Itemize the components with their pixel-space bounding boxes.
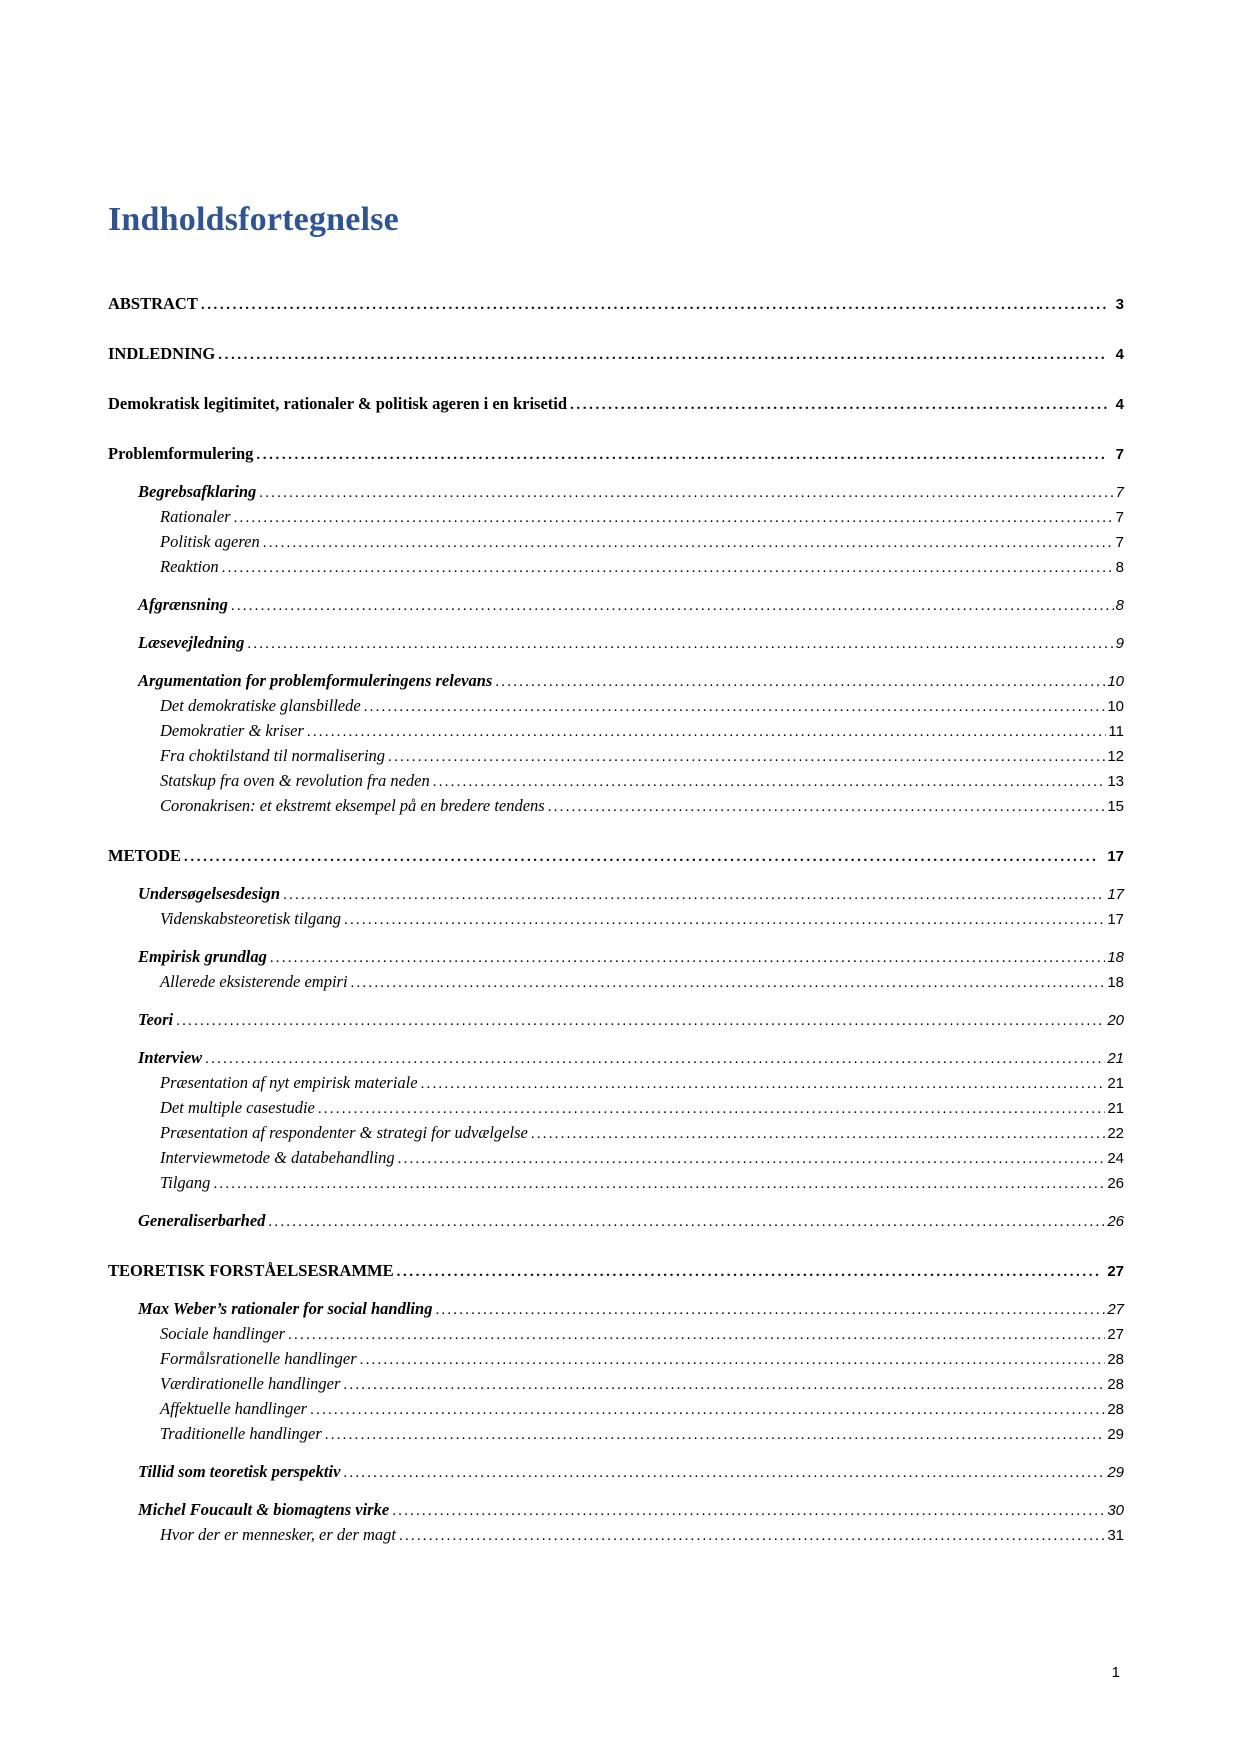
toc-entry-page: 13	[1107, 773, 1124, 790]
toc-entry-label: ABSTRACT	[108, 294, 198, 313]
toc-entry-page: 21	[1107, 1050, 1124, 1067]
toc-entry-page: 7	[1115, 509, 1124, 526]
toc-entry-label: Tilgang	[160, 1173, 211, 1192]
toc-entry-page: 21	[1107, 1075, 1124, 1092]
toc-entry[interactable]	[108, 1121, 1124, 1146]
toc-entry[interactable]	[108, 882, 1124, 907]
toc-entry-label: Teori	[138, 1010, 174, 1029]
toc-leader-dots	[234, 505, 1114, 530]
toc-entry-page: 9	[1115, 635, 1124, 652]
toc-leader-dots	[495, 669, 1105, 694]
toc-entry-page: 30	[1107, 1502, 1124, 1519]
page-content	[108, 200, 1124, 1548]
toc-entry-page: 11	[1108, 723, 1124, 740]
toc-entry[interactable]	[108, 1259, 1124, 1284]
toc-entry-label: Formålsrationelle handlinger	[160, 1349, 357, 1368]
toc-entry-page: 27	[1107, 1301, 1124, 1318]
toc-entry-page: 4	[1115, 396, 1124, 413]
toc-entry-label: Begrebsafklaring	[138, 482, 257, 501]
toc-entry[interactable]	[108, 744, 1124, 769]
toc-entry[interactable]	[108, 1322, 1124, 1347]
toc-entry-page: 27	[1107, 1263, 1124, 1280]
toc-entry-label: Max Weber’s rationaler for social handling	[138, 1299, 433, 1318]
toc-entry-page: 8	[1115, 597, 1124, 614]
toc-leader-dots	[421, 1071, 1106, 1096]
toc-entry-page: 18	[1107, 974, 1124, 991]
toc-entry-label: Reaktion	[160, 557, 219, 576]
toc-entry[interactable]	[108, 970, 1124, 995]
toc-leader-dots	[531, 1121, 1105, 1146]
toc-entry-page: 10	[1107, 673, 1124, 690]
toc-leader-dots	[270, 945, 1105, 970]
toc-entry[interactable]	[108, 1397, 1124, 1422]
toc-entry-page: 7	[1115, 484, 1124, 501]
toc-leader-dots	[343, 1372, 1105, 1397]
toc-entry[interactable]	[108, 1046, 1124, 1071]
toc-entry-page: 12	[1107, 748, 1124, 765]
toc-entry-label: Præsentation af respondenter & strategi for udvælgelse	[160, 1123, 528, 1142]
toc-entry[interactable]	[108, 1096, 1124, 1121]
toc-entry[interactable]	[108, 694, 1124, 719]
toc-entry-page: 31	[1107, 1527, 1124, 1544]
toc-entry-label: Statskup fra oven & revolution fra neden	[160, 771, 430, 790]
toc-entry[interactable]	[108, 1071, 1124, 1096]
toc-entry[interactable]	[108, 480, 1124, 505]
toc-leader-dots	[256, 442, 1107, 467]
toc-entry-page: 7	[1115, 446, 1124, 463]
toc-entry-label: Afgrænsning	[138, 595, 228, 614]
toc-entry[interactable]	[108, 1297, 1124, 1322]
toc-entry-label: Tillid som teoretisk perspektiv	[138, 1462, 341, 1481]
toc-leader-dots	[205, 1046, 1105, 1071]
toc-entry[interactable]	[108, 907, 1124, 932]
toc-entry[interactable]	[108, 631, 1124, 656]
toc-entry[interactable]	[108, 719, 1124, 744]
toc-leader-dots	[397, 1259, 1100, 1284]
toc-entry-label: Interview	[138, 1048, 203, 1067]
toc-entry-label: Hvor der er mennesker, er der magt	[160, 1525, 396, 1544]
footer-page-number: 1	[1111, 1664, 1120, 1681]
toc-entry[interactable]	[108, 1498, 1124, 1523]
toc-entry[interactable]	[108, 669, 1124, 694]
toc-entry-label: Videnskabsteoretisk tilgang	[160, 909, 342, 928]
toc-leader-dots	[351, 970, 1106, 995]
toc-entry[interactable]	[108, 844, 1124, 869]
toc-leader-dots	[263, 530, 1114, 555]
toc-entry[interactable]	[108, 1008, 1124, 1033]
toc-entry[interactable]	[108, 505, 1124, 530]
toc-leader-dots	[392, 1498, 1105, 1523]
toc-leader-dots	[343, 1460, 1105, 1485]
toc-entry-page: 17	[1107, 886, 1124, 903]
toc-entry-page: 18	[1107, 949, 1124, 966]
toc-entry-label: Det demokratiske glansbillede	[160, 696, 361, 715]
toc-leader-dots	[222, 555, 1114, 580]
toc-leader-dots	[364, 694, 1106, 719]
toc-entry-label: Empirisk grundlag	[138, 947, 267, 966]
toc-entry-page: 28	[1107, 1376, 1124, 1393]
toc-entry[interactable]	[108, 530, 1124, 555]
toc-entry[interactable]	[108, 945, 1124, 970]
toc-entry-label: Sociale handlinger	[160, 1324, 286, 1343]
toc-entry-page: 21	[1107, 1100, 1124, 1117]
toc-entry-page: 17	[1107, 911, 1124, 928]
toc-entry[interactable]	[108, 1171, 1124, 1196]
toc-leader-dots	[307, 719, 1107, 744]
toc-entry-label: Læsevejledning	[138, 633, 245, 652]
toc-entry-page: 8	[1115, 559, 1124, 576]
toc-leader-dots	[344, 907, 1105, 932]
toc-entry-label: Michel Foucault & biomagtens virke	[138, 1500, 390, 1519]
toc-entry[interactable]	[108, 794, 1124, 819]
toc-entry[interactable]	[108, 1422, 1124, 1447]
toc-entry-label: Interviewmetode & databehandling	[160, 1148, 395, 1167]
toc-leader-dots	[548, 794, 1106, 819]
toc-entry-page: 26	[1107, 1213, 1124, 1230]
toc-leader-dots	[433, 769, 1106, 794]
toc-leader-dots	[570, 392, 1108, 417]
toc-entry[interactable]	[108, 1146, 1124, 1171]
toc-leader-dots	[218, 342, 1107, 367]
toc-entry-label: Affektuelle handlinger	[160, 1399, 308, 1418]
toc-entry-label: Præsentation af nyt empirisk materiale	[160, 1073, 418, 1092]
toc-entry-page: 10	[1107, 698, 1124, 715]
toc-entry-page: 28	[1107, 1351, 1124, 1368]
toc-leader-dots	[399, 1523, 1105, 1548]
toc-entry-label: Rationaler	[160, 507, 231, 526]
toc-entry-page: 29	[1107, 1464, 1124, 1481]
toc-entry-label: Demokratisk legitimitet, rationaler & politisk ageren i en krisetid	[108, 394, 568, 413]
toc-entry-label: Generaliserbarhed	[138, 1211, 266, 1230]
toc-entry-label: Politisk ageren	[160, 532, 260, 551]
toc-leader-dots	[176, 1008, 1105, 1033]
toc-entry-page: 3	[1115, 296, 1124, 313]
toc-leader-dots	[231, 593, 1114, 618]
toc-entry-page: 4	[1115, 346, 1124, 363]
toc-entry-label: METODE	[108, 846, 182, 865]
toc-entry-label: Fra choktilstand til normalisering	[160, 746, 386, 765]
toc-entry-page: 20	[1107, 1012, 1124, 1029]
toc-leader-dots	[247, 631, 1113, 656]
toc-entry-page: 17	[1107, 848, 1124, 865]
toc-entry[interactable]	[108, 442, 1124, 467]
toc-entry[interactable]	[108, 292, 1124, 317]
toc-leader-dots	[288, 1322, 1105, 1347]
toc-entry-page: 29	[1107, 1426, 1124, 1443]
toc-entry-page: 22	[1107, 1125, 1124, 1142]
toc-leader-dots	[325, 1422, 1106, 1447]
toc-entry[interactable]	[108, 1209, 1124, 1234]
toc-leader-dots	[388, 744, 1105, 769]
toc-entry[interactable]	[108, 1347, 1124, 1372]
toc-entry[interactable]	[108, 593, 1124, 618]
toc-entry-label: Argumentation for problemformuleringens relevans	[138, 671, 493, 690]
toc-leader-dots	[318, 1096, 1105, 1121]
toc-entry-page: 27	[1107, 1326, 1124, 1343]
toc-leader-dots	[310, 1397, 1105, 1422]
toc-leader-dots	[398, 1146, 1106, 1171]
toc-leader-dots	[213, 1171, 1105, 1196]
toc-leader-dots	[259, 480, 1113, 505]
toc-entry[interactable]	[108, 342, 1124, 367]
toc-leader-dots	[435, 1297, 1105, 1322]
toc-entry-page: 28	[1107, 1401, 1124, 1418]
toc-entry[interactable]	[108, 769, 1124, 794]
toc-entry-label: Problemformulering	[108, 444, 254, 463]
toc-entry-page: 15	[1107, 798, 1124, 815]
toc-entry[interactable]	[108, 1523, 1124, 1548]
table-of-contents	[108, 292, 1124, 1548]
toc-entry-label: Demokratier & kriser	[160, 721, 304, 740]
toc-entry-page: 24	[1107, 1150, 1124, 1167]
toc-entry-label: Allerede eksisterende empiri	[160, 972, 348, 991]
toc-entry-label: Værdirationelle handlinger	[160, 1374, 341, 1393]
page-title: Indholdsfortegnelse	[108, 201, 399, 238]
toc-entry-label: Undersøgelsesdesign	[138, 884, 281, 903]
toc-entry-label: Det multiple casestudie	[160, 1098, 315, 1117]
toc-entry-page: 7	[1115, 534, 1124, 551]
toc-entry[interactable]	[108, 1460, 1124, 1485]
toc-entry-label: INDLEDNING	[108, 344, 216, 363]
toc-leader-dots	[184, 844, 1099, 869]
toc-entry[interactable]	[108, 392, 1124, 417]
toc-entry[interactable]	[108, 555, 1124, 580]
toc-leader-dots	[360, 1347, 1106, 1372]
toc-entry-page: 26	[1107, 1175, 1124, 1192]
toc-entry-label: TEORETISK FORSTÅELSESRAMME	[108, 1261, 394, 1280]
toc-entry[interactable]	[108, 1372, 1124, 1397]
toc-entry-label: Coronakrisen: et ekstremt eksempel på en bredere tendens	[160, 796, 545, 815]
toc-leader-dots	[201, 292, 1108, 317]
toc-leader-dots	[268, 1209, 1105, 1234]
toc-entry-label: Traditionelle handlinger	[160, 1424, 322, 1443]
toc-leader-dots	[283, 882, 1105, 907]
